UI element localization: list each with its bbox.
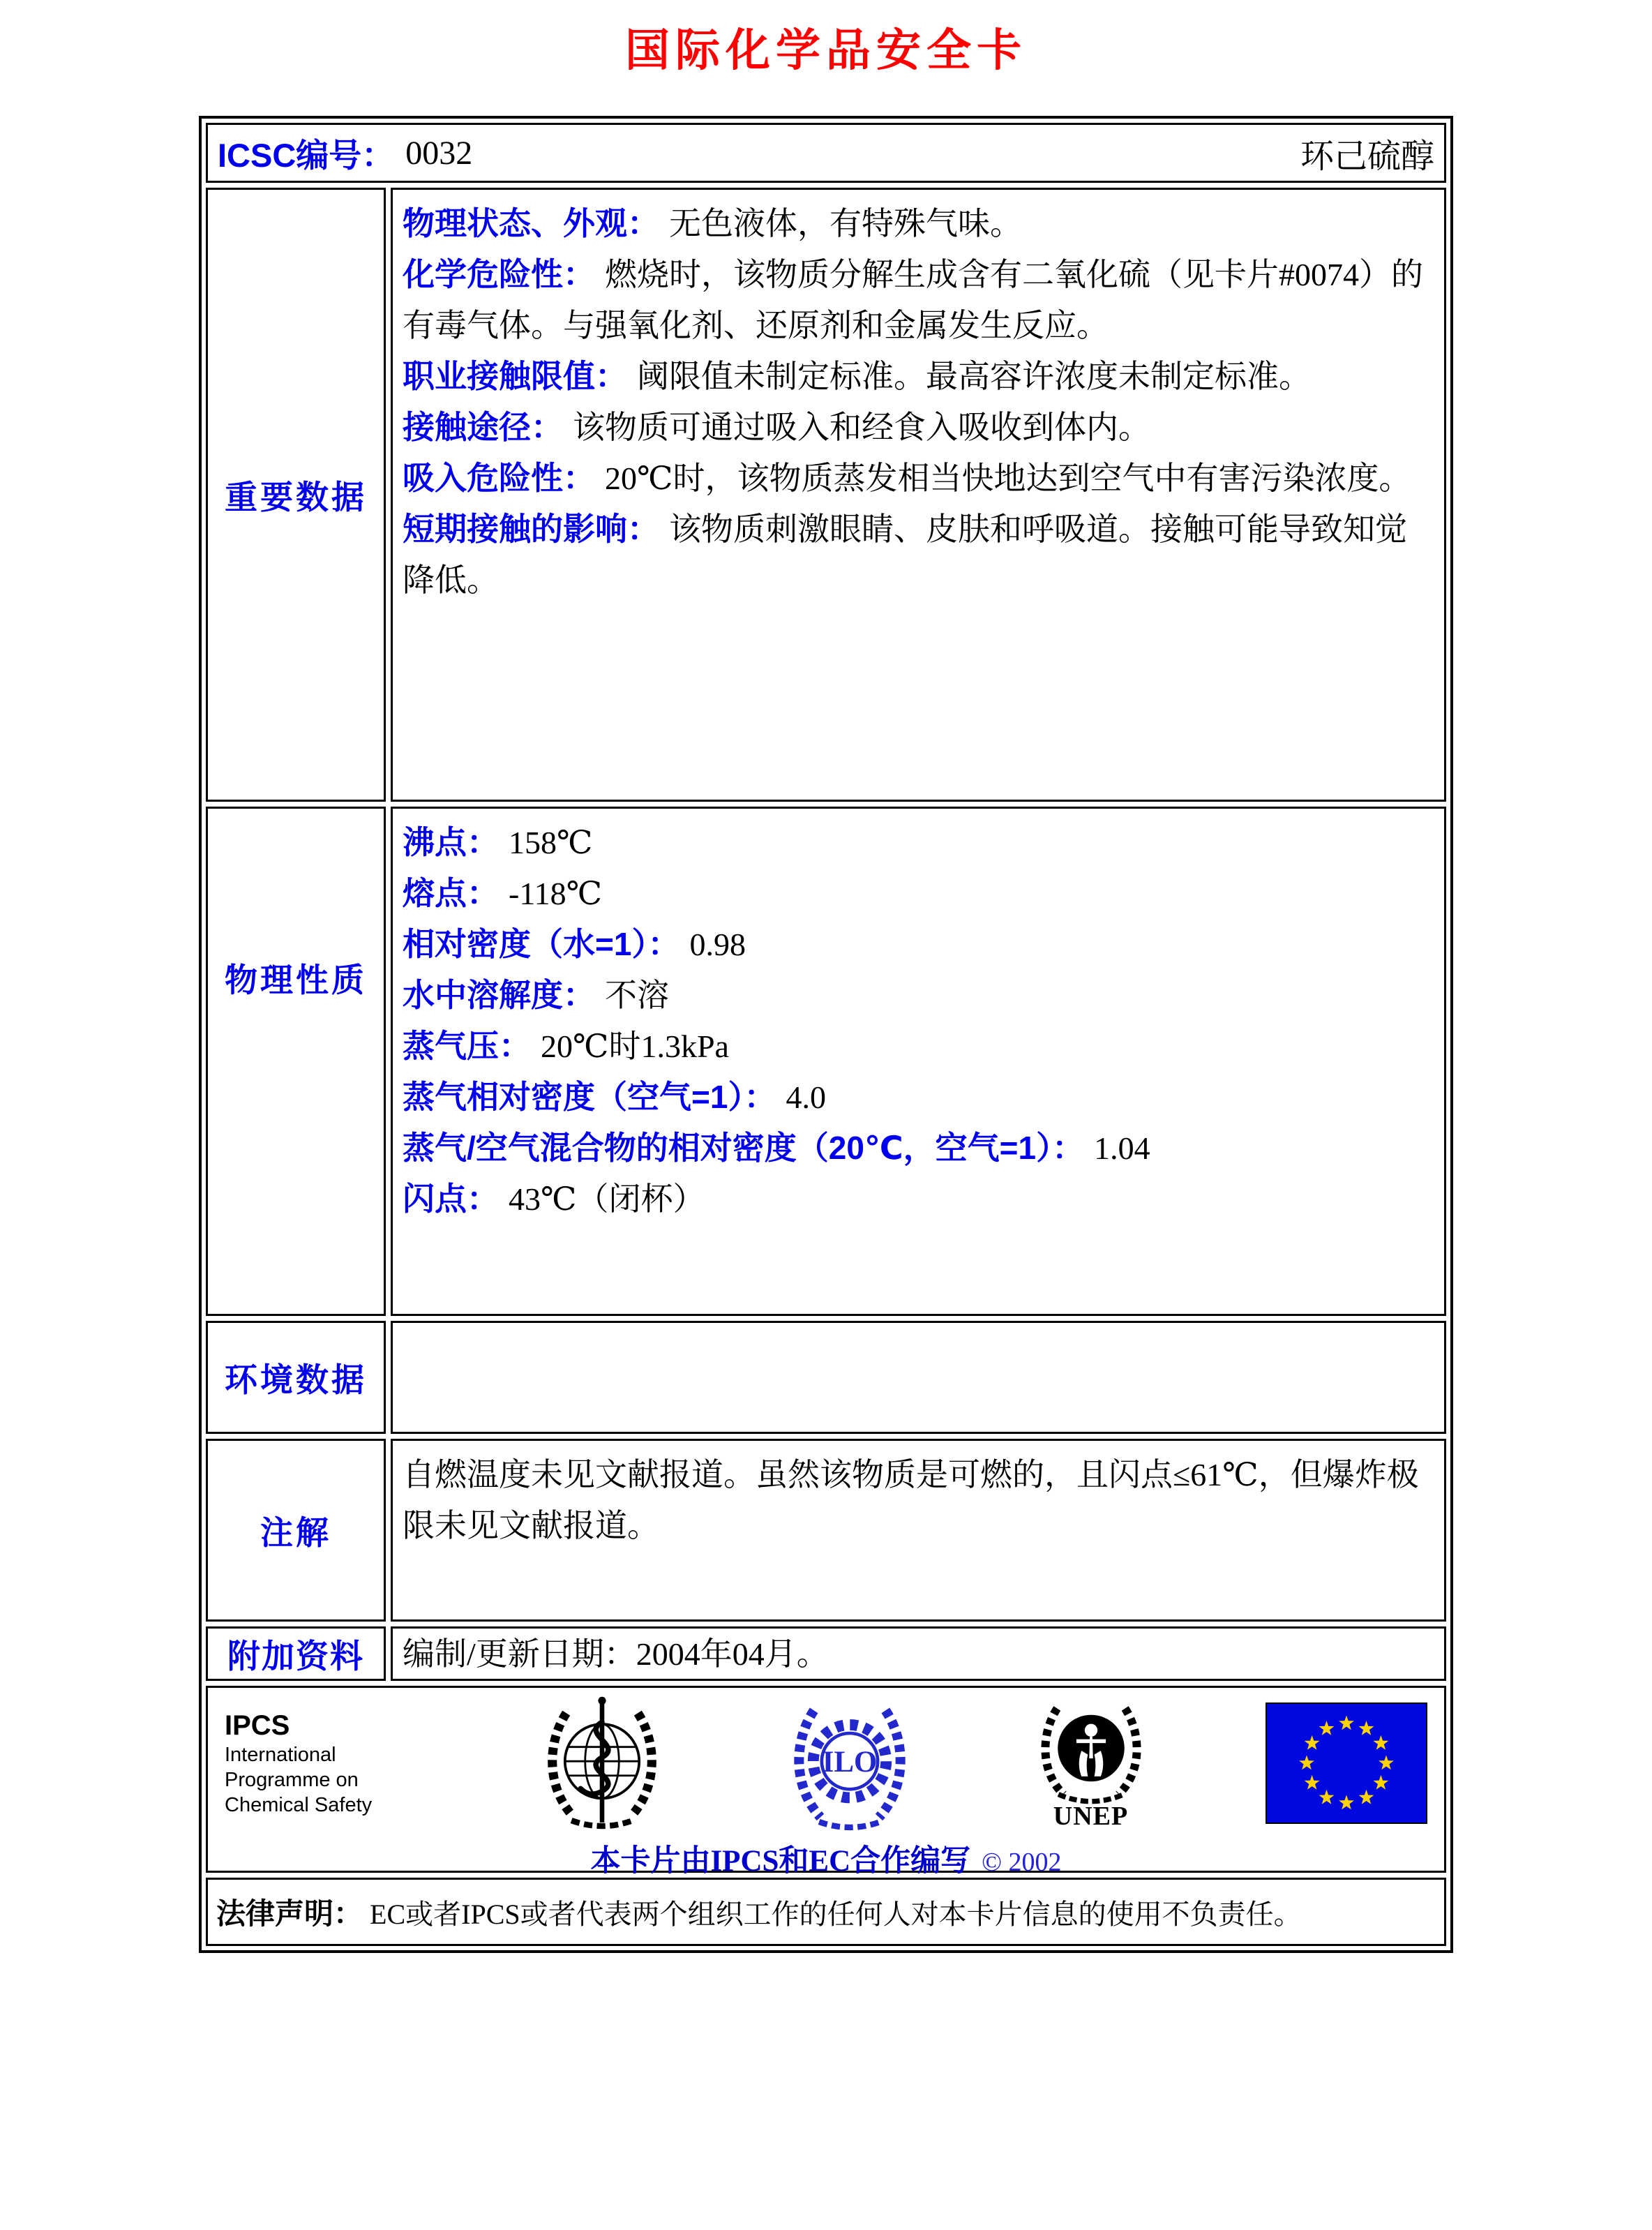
notes-content bbox=[391, 1439, 1446, 1622]
field-physical-state: 物理状态、外观： 无色液体，有特殊气味。 bbox=[403, 205, 1022, 241]
field-boiling-point: 沸点： 158℃ bbox=[403, 824, 593, 860]
section-label-additional: 附加资料 bbox=[206, 1626, 386, 1681]
chemical-name: 环己硫醇 bbox=[1300, 137, 1434, 175]
environmental-data-content bbox=[391, 1321, 1446, 1434]
field-occupational-limits: 职业接触限值： 阈限值未制定标准。最高容许浓度未制定标准。 bbox=[403, 358, 1311, 394]
section-label-notes: 注解 bbox=[206, 1439, 386, 1622]
additional-info-content bbox=[391, 1626, 1446, 1681]
section-important-data bbox=[206, 188, 1446, 802]
field-vapor-air-mixture-density: 蒸气/空气混合物的相对密度（20℃，空气=1）： 1.04 bbox=[403, 1130, 1150, 1166]
section-label-environment: 环境数据 bbox=[206, 1321, 386, 1434]
ilo-logo-icon bbox=[783, 1695, 916, 1832]
icsc-table bbox=[199, 116, 1453, 1953]
field-chemical-danger: 化学危险性： 燃烧时，该物质分解生成含有二氧化硫（见卡片#0074）的有毒气体。与强氧化剂、还原剂和金属发生反应。 bbox=[403, 256, 1423, 343]
eu-flag-icon bbox=[1266, 1703, 1427, 1824]
unep-logo-icon bbox=[1032, 1697, 1150, 1829]
svg-text:ILO: ILO bbox=[822, 1746, 878, 1779]
field-inhalation-risk: 吸入危险性： 20℃时，该物质蒸发相当快地达到空气中有害污染浓度。 bbox=[403, 460, 1411, 496]
page-title: 国际化学品安全卡 bbox=[625, 25, 1027, 75]
who-logo-icon bbox=[536, 1695, 668, 1832]
section-label-important: 重要数据 bbox=[206, 188, 386, 802]
field-relative-density: 相对密度（水=1）： 0.98 bbox=[403, 926, 746, 962]
physical-properties-content bbox=[391, 807, 1446, 1316]
organizations-footer-cell bbox=[206, 1686, 1446, 1878]
section-additional-info bbox=[206, 1626, 1446, 1681]
field-melting-point: 熔点： -118℃ bbox=[403, 875, 603, 911]
organizations-footer-row bbox=[206, 1686, 1446, 1878]
legal-notice-text: EC或者IPCS或者代表两个组织工作的任何人对本卡片信息的使用不负责任。 bbox=[370, 1898, 1302, 1930]
header-cell bbox=[206, 123, 1446, 183]
icsc-number bbox=[218, 130, 472, 177]
notes-text: 自燃温度未见文献报道。虽然该物质是可燃的，且闪点≤61℃，但爆炸极限未见文献报道。 bbox=[403, 1457, 1419, 1543]
logos-line bbox=[225, 1695, 1427, 1832]
field-flash-point: 闪点： 43℃（闭杯） bbox=[403, 1181, 705, 1217]
legal-notice-label: 法律声明： bbox=[216, 1897, 363, 1930]
section-physical-properties bbox=[206, 807, 1446, 1316]
field-exposure-routes: 接触途径： 该物质可通过吸入和经食入吸收到体内。 bbox=[403, 409, 1150, 445]
section-notes bbox=[206, 1439, 1446, 1622]
header-row bbox=[206, 123, 1446, 183]
section-label-physical: 物理性质 bbox=[206, 807, 386, 1316]
section-environmental-data bbox=[206, 1321, 1446, 1434]
icsc-number-label: ICSC编号： bbox=[218, 136, 395, 174]
icsc-number-value: 0032 bbox=[405, 134, 473, 172]
update-date-text: 编制/更新日期：2004年04月。 bbox=[403, 1636, 829, 1672]
field-water-solubility: 水中溶解度： 不溶 bbox=[403, 977, 669, 1013]
field-vapor-pressure: 蒸气压： 20℃时1.3kPa bbox=[403, 1028, 729, 1064]
copyright-text: © 2002 bbox=[982, 1848, 1062, 1877]
credit-text: 本卡片由IPCS和EC合作编写 bbox=[590, 1845, 971, 1878]
legal-notice-cell bbox=[206, 1878, 1446, 1946]
important-data-content bbox=[391, 188, 1446, 802]
unep-wordmark: UNEP bbox=[1053, 1802, 1129, 1831]
field-short-term-effects: 短期接触的影响： 该物质刺激眼睛、皮肤和呼吸道。接触可能导致知觉降低。 bbox=[403, 511, 1407, 598]
credit-line bbox=[225, 1837, 1427, 1880]
field-vapor-relative-density: 蒸气相对密度（空气=1）： 4.0 bbox=[403, 1079, 826, 1115]
ipcs-acronym: IPCS bbox=[225, 1710, 290, 1741]
legal-notice-row bbox=[206, 1878, 1446, 1946]
ipcs-text-block: IPCS International Programme on Chemical Safety bbox=[225, 1709, 420, 1818]
